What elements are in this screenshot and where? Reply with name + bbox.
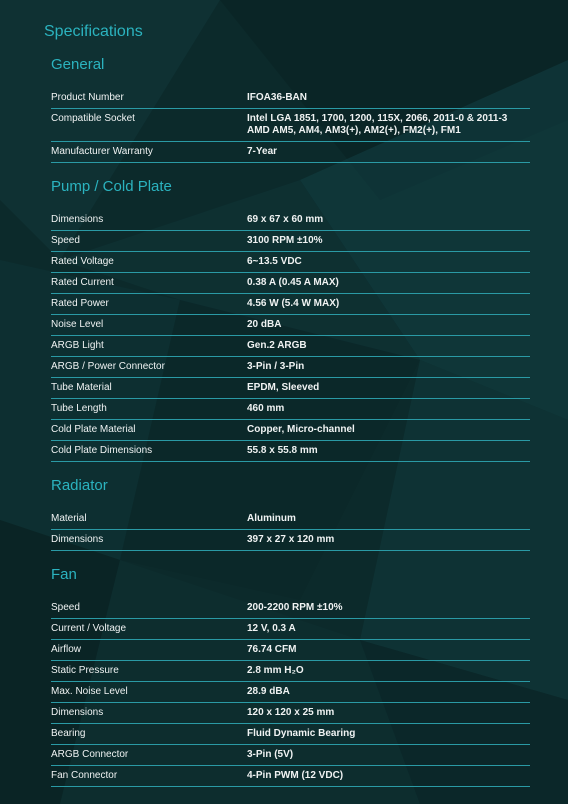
spec-value bbox=[247, 294, 530, 314]
spec-value bbox=[247, 109, 530, 141]
spec-value bbox=[247, 441, 530, 461]
section-title: Fan bbox=[51, 566, 77, 583]
spec-row bbox=[51, 724, 530, 745]
section-pump-cold-plate bbox=[44, 176, 530, 462]
spec-value-line: 76.74 CFM bbox=[247, 644, 297, 655]
spec-value bbox=[247, 357, 530, 377]
spec-label: Airflow bbox=[51, 644, 82, 655]
section-general bbox=[44, 54, 530, 163]
spec-value bbox=[247, 336, 530, 356]
spec-label: Max. Noise Level bbox=[51, 686, 128, 697]
spec-value-line: Aluminum bbox=[247, 513, 296, 524]
spec-row bbox=[51, 703, 530, 724]
spec-value bbox=[247, 315, 530, 335]
spec-row bbox=[51, 441, 530, 462]
spec-value-line: 7-Year bbox=[247, 146, 278, 157]
spec-label: Product Number bbox=[51, 92, 124, 103]
spec-label: Static Pressure bbox=[51, 665, 119, 676]
spec-label: Current / Voltage bbox=[51, 623, 127, 634]
spec-value bbox=[247, 598, 530, 618]
spec-value bbox=[247, 210, 530, 230]
spec-table bbox=[51, 210, 530, 462]
spec-row bbox=[51, 142, 530, 163]
spec-label: Cold Plate Material bbox=[51, 424, 136, 435]
spec-row bbox=[51, 357, 530, 378]
spec-label: Rated Voltage bbox=[51, 256, 114, 267]
spec-row bbox=[51, 109, 530, 142]
spec-value-line: 3-Pin / 3-Pin bbox=[247, 361, 305, 372]
spec-value-line: 0.38 A (0.45 A MAX) bbox=[247, 277, 339, 288]
spec-value bbox=[247, 661, 530, 681]
spec-value bbox=[247, 273, 530, 293]
spec-value bbox=[247, 766, 530, 786]
spec-row bbox=[51, 88, 530, 109]
spec-value-line: AMD AM5, AM4, AM3(+), AM2(+), FM2(+), FM1 bbox=[247, 125, 461, 136]
spec-row bbox=[51, 619, 530, 640]
spec-value bbox=[247, 619, 530, 639]
spec-value-line: IFOA36-BAN bbox=[247, 92, 308, 103]
spec-value bbox=[247, 640, 530, 660]
spec-label: Noise Level bbox=[51, 319, 104, 330]
spec-value-line: 3-Pin (5V) bbox=[247, 749, 294, 760]
spec-value-line: 12 V, 0.3 A bbox=[247, 623, 296, 634]
spec-row bbox=[51, 530, 530, 551]
spec-label: Cold Plate Dimensions bbox=[51, 445, 153, 456]
spec-value bbox=[247, 399, 530, 419]
spec-label: Fan Connector bbox=[51, 770, 118, 781]
spec-label: Tube Length bbox=[51, 403, 107, 414]
spec-value-line: 397 x 27 x 120 mm bbox=[247, 534, 335, 545]
spec-row bbox=[51, 766, 530, 787]
spec-row bbox=[51, 420, 530, 441]
spec-value-line: 69 x 67 x 60 mm bbox=[247, 214, 324, 225]
spec-value-line: 4-Pin PWM (12 VDC) bbox=[247, 770, 344, 781]
spec-value bbox=[247, 420, 530, 440]
spec-label: ARGB / Power Connector bbox=[51, 361, 165, 372]
spec-value bbox=[247, 231, 530, 251]
spec-label: Dimensions bbox=[51, 534, 104, 545]
spec-value bbox=[247, 252, 530, 272]
spec-value-line: 4.56 W (5.4 W MAX) bbox=[247, 298, 340, 309]
spec-value-line: 20 dBA bbox=[247, 319, 282, 330]
section-title: Radiator bbox=[51, 477, 108, 494]
spec-row bbox=[51, 598, 530, 619]
spec-label: Rated Power bbox=[51, 298, 109, 309]
spec-label: Dimensions bbox=[51, 707, 104, 718]
spec-value-line: Copper, Micro-channel bbox=[247, 424, 355, 435]
spec-label: ARGB Light bbox=[51, 340, 104, 351]
spec-label: Bearing bbox=[51, 728, 86, 739]
spec-row bbox=[51, 661, 530, 682]
spec-value bbox=[247, 745, 530, 765]
spec-value bbox=[247, 682, 530, 702]
spec-row bbox=[51, 252, 530, 273]
page-title: Specifications bbox=[44, 23, 143, 40]
spec-value-line: Intel LGA 1851, 1700, 1200, 115X, 2066, 2011-0 & 2011-3 bbox=[247, 113, 508, 124]
spec-label: Compatible Socket bbox=[51, 113, 135, 124]
spec-value-line: 6~13.5 VDC bbox=[247, 256, 302, 267]
section-title: General bbox=[51, 56, 105, 73]
spec-row bbox=[51, 378, 530, 399]
spec-label: Material bbox=[51, 513, 87, 524]
spec-value bbox=[247, 378, 530, 398]
spec-label: Rated Current bbox=[51, 277, 114, 288]
spec-value bbox=[247, 724, 530, 744]
spec-value bbox=[247, 142, 530, 162]
spec-row bbox=[51, 273, 530, 294]
spec-value-line: 460 mm bbox=[247, 403, 285, 414]
section-fan bbox=[44, 564, 530, 787]
sections-container bbox=[44, 54, 530, 787]
section-title: Pump / Cold Plate bbox=[51, 178, 172, 195]
spec-row bbox=[51, 399, 530, 420]
spec-value-line: EPDM, Sleeved bbox=[247, 382, 320, 393]
spec-row bbox=[51, 509, 530, 530]
spec-table bbox=[51, 598, 530, 787]
spec-label: Dimensions bbox=[51, 214, 104, 225]
spec-label: Speed bbox=[51, 235, 80, 246]
spec-row bbox=[51, 745, 530, 766]
spec-label: Manufacturer Warranty bbox=[51, 146, 153, 157]
spec-label: Speed bbox=[51, 602, 80, 613]
spec-value-line: 200-2200 RPM ±10% bbox=[247, 602, 343, 613]
spec-value-line: Gen.2 ARGB bbox=[247, 340, 307, 351]
spec-value-line: 28.9 dBA bbox=[247, 686, 290, 697]
spec-value bbox=[247, 509, 530, 529]
spec-value bbox=[247, 530, 530, 550]
spec-label: ARGB Connector bbox=[51, 749, 129, 760]
spec-value-line: 120 x 120 x 25 mm bbox=[247, 707, 335, 718]
spec-table bbox=[51, 88, 530, 163]
spec-table bbox=[51, 509, 530, 551]
spec-row bbox=[51, 640, 530, 661]
spec-value-line: 3100 RPM ±10% bbox=[247, 235, 323, 246]
spec-value-line: 55.8 x 55.8 mm bbox=[247, 445, 318, 456]
spec-row bbox=[51, 294, 530, 315]
spec-row bbox=[51, 210, 530, 231]
spec-value-line: 2.8 mm H₂O bbox=[247, 665, 304, 676]
spec-value bbox=[247, 88, 530, 108]
spec-value-line: Fluid Dynamic Bearing bbox=[247, 728, 356, 739]
spec-row bbox=[51, 682, 530, 703]
spec-label: Tube Material bbox=[51, 382, 112, 393]
section-radiator bbox=[44, 475, 530, 551]
spec-value bbox=[247, 703, 530, 723]
spec-row bbox=[51, 315, 530, 336]
spec-row bbox=[51, 336, 530, 357]
spec-row bbox=[51, 231, 530, 252]
